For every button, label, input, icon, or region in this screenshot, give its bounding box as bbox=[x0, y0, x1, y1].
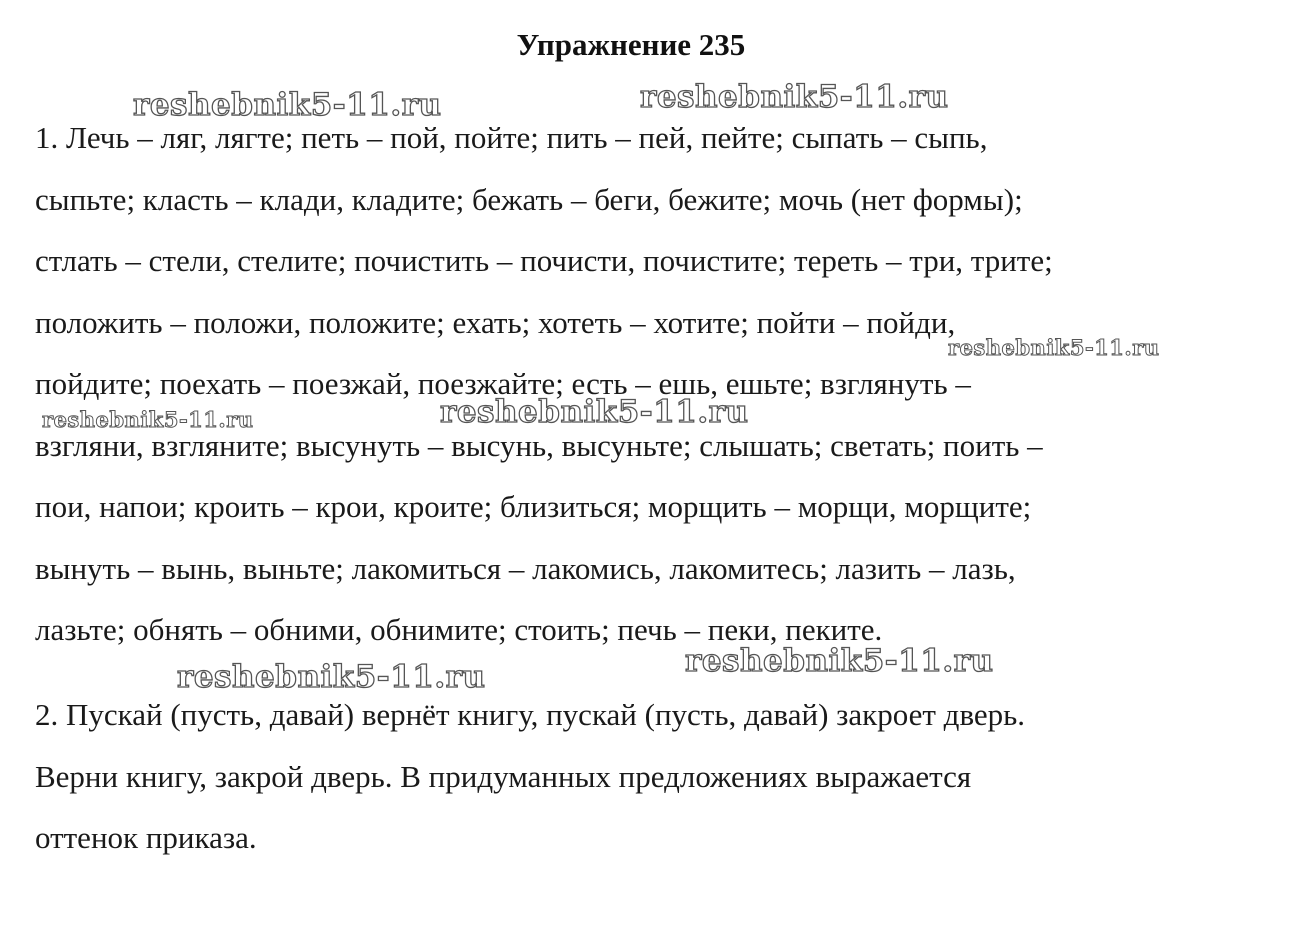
paragraph-2: 2. Пускай (пусть, давай) вернёт книгу, пускай (пусть, давай) закроет дверь. Верни книгу, закрой дверь. В придуманных предложениях выражается оттенок приказа. bbox=[35, 697, 1026, 855]
page-title: Упражнение 235 bbox=[516, 27, 746, 62]
watermark: reshebnik5-11.ru bbox=[177, 659, 486, 695]
watermark: reshebnik5-11.ru bbox=[440, 394, 749, 430]
watermark: reshebnik5-11.ru bbox=[42, 407, 254, 432]
watermark: reshebnik5-11.ru bbox=[133, 87, 442, 123]
paragraph-1: 1. Лечь – ляг, лягте; петь – пой, пойте; пить – пей, пейте; сыпать – сыпь, сыпьте; класть – клади, кладите; бежать – беги, бежите; мочь (нет формы); стлать – стели, стелите; почистить – почисти, почистите; тереть – три, трите; положить – положи, положите; ехать; хотеть – хотите; пойти – пойди, пойдите; поехать – поезжай, поезжайте; есть – ешь, ешьте; взглянуть – взгляни, взгляните; высунуть – высунь, высуньте; слышать; светать; поить – пои, напои; кроить – крои, кроите; близиться; морщить – морщи, морщите; вынуть – вынь, выньте; лакомиться – лакомись, лакомитесь; лазить – лазь, лазьте; обнять – обними, обнимите; стоить; печь – пеки, пеките. bbox=[35, 120, 1053, 647]
watermark: reshebnik5-11.ru bbox=[948, 335, 1160, 360]
watermark: reshebnik5-11.ru bbox=[640, 79, 949, 115]
watermark: reshebnik5-11.ru bbox=[685, 643, 994, 679]
